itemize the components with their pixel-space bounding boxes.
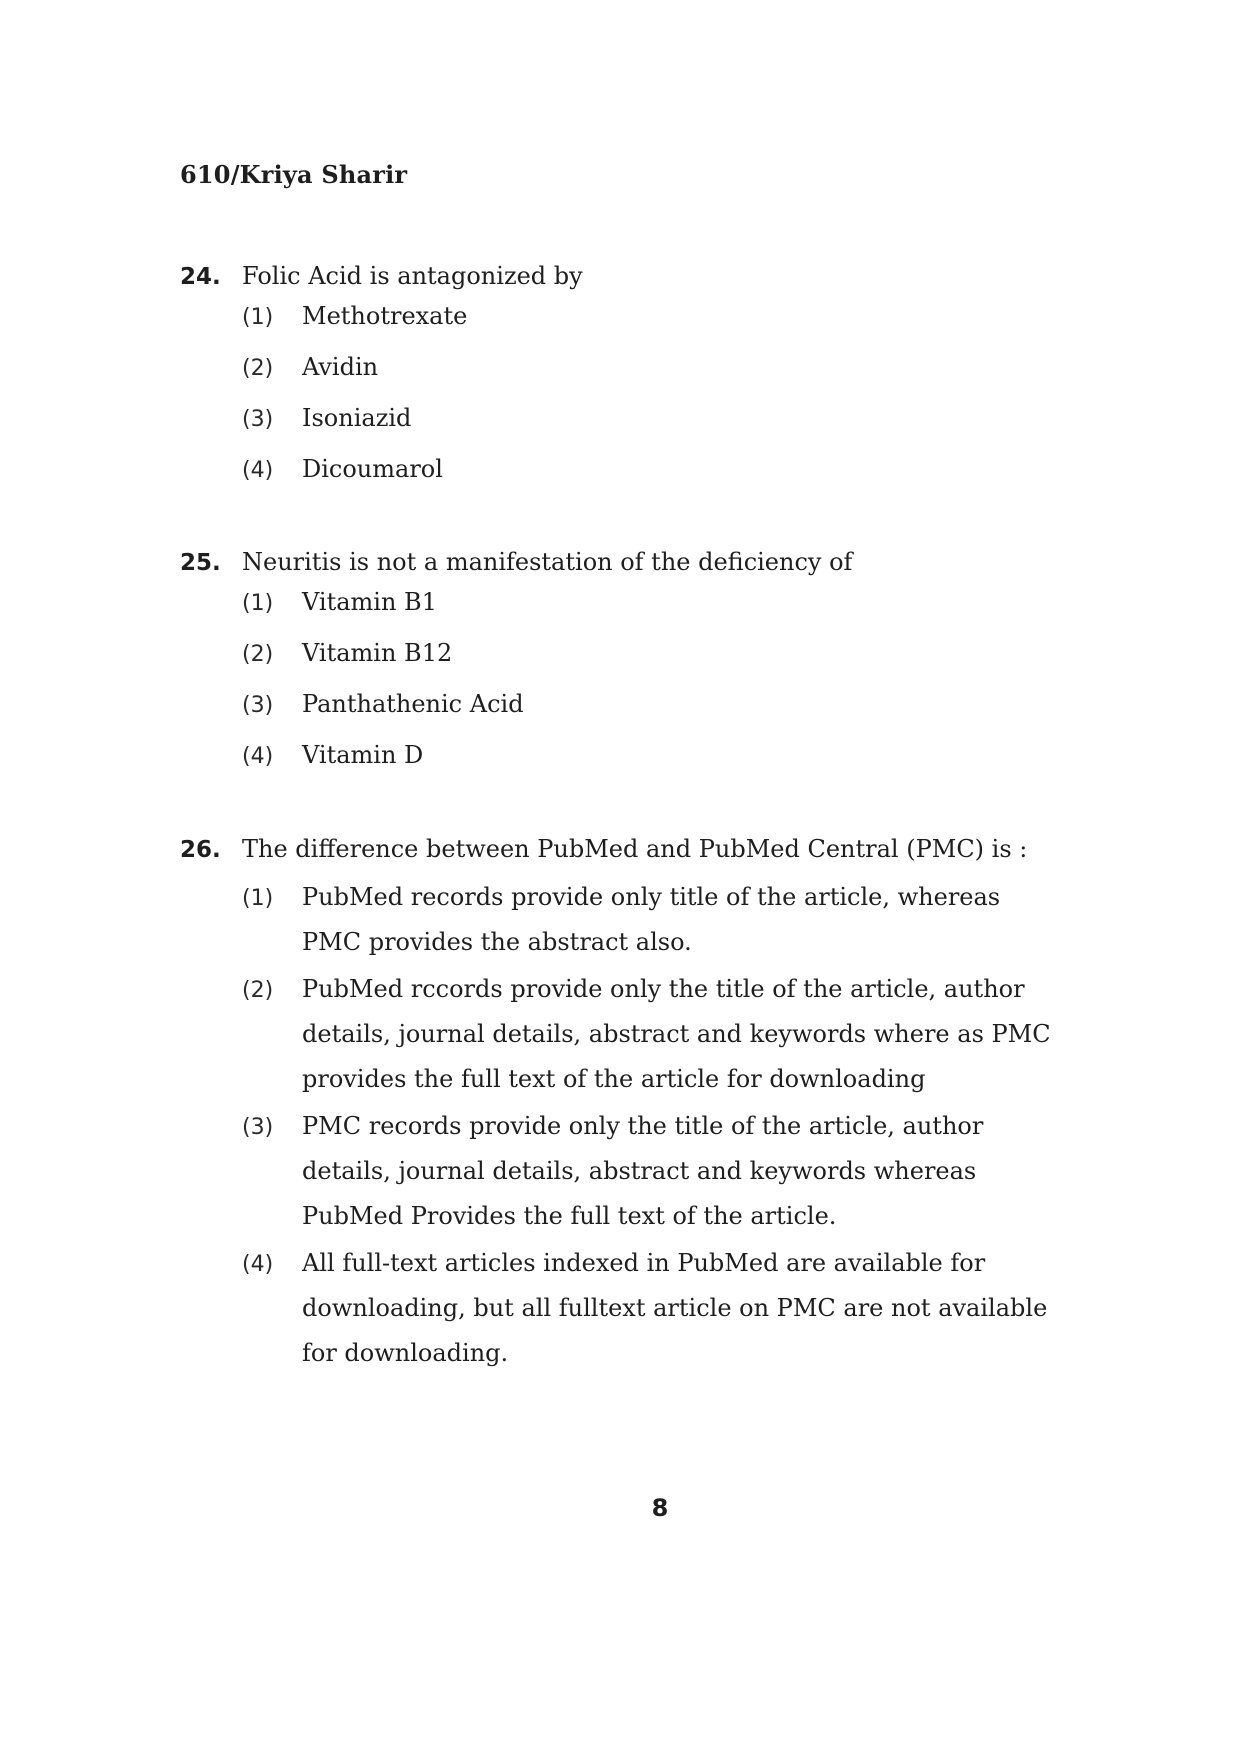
option-label: (4) — [242, 744, 274, 769]
option-label: (4) — [242, 1252, 274, 1277]
question-number: 25. — [180, 550, 221, 576]
option-4 — [242, 1241, 1052, 1376]
option-text: Dicoumarol — [302, 455, 443, 483]
option-label: (2) — [242, 356, 274, 381]
option-2 — [242, 639, 1120, 690]
option-text: Panthathenic Acid — [302, 690, 524, 718]
option-1 — [242, 875, 1052, 965]
options-list — [242, 588, 1120, 792]
option-3 — [242, 690, 1120, 741]
question-number: 26. — [180, 837, 221, 863]
option-label: (4) — [242, 458, 274, 483]
option-text: Isoniazid — [302, 404, 412, 432]
option-3 — [242, 404, 1120, 455]
option-text: Avidin — [302, 353, 379, 381]
option-1 — [242, 302, 1120, 353]
option-text: All full-text articles indexed in PubMed are available for downloading, but all fulltext article on PMC are not available for downloading. — [302, 1249, 1048, 1367]
option-label: (3) — [242, 693, 274, 718]
option-4 — [242, 455, 1120, 506]
question-text: The difference between PubMed and PubMed Central (PMC) is : — [242, 835, 1028, 863]
question-25 — [180, 548, 1120, 792]
option-label: (2) — [242, 978, 274, 1003]
option-text: Vitamin B1 — [302, 588, 437, 616]
question-text: Neuritis is not a manifestation of the deficiency of — [242, 548, 853, 576]
question-stem — [180, 835, 1120, 863]
question-number: 24. — [180, 264, 221, 290]
question-26 — [180, 835, 1120, 1378]
question-24 — [180, 262, 1120, 506]
question-text: Folic Acid is antagonized by — [242, 262, 583, 290]
question-stem — [180, 262, 1120, 290]
option-text: Vitamin D — [302, 741, 424, 769]
option-text: Vitamin B12 — [302, 639, 453, 667]
option-label: (2) — [242, 642, 274, 667]
option-label: (3) — [242, 1115, 274, 1140]
options-list — [242, 302, 1120, 506]
option-label: (3) — [242, 407, 274, 432]
option-text: PubMed records provide only title of the article, whereas PMC provides the abstract also. — [302, 883, 1001, 956]
option-4 — [242, 741, 1120, 792]
option-1 — [242, 588, 1120, 639]
option-text: PMC records provide only the title of the article, author details, journal details, abstract and keywords whereas PubMed Provides the full text of the article. — [302, 1112, 984, 1230]
option-label: (1) — [242, 305, 274, 330]
question-stem — [180, 548, 1120, 576]
option-2 — [242, 967, 1052, 1102]
option-text: Methotrexate — [302, 302, 468, 330]
option-2 — [242, 353, 1120, 404]
option-label: (1) — [242, 591, 274, 616]
page-number: 8 — [651, 1494, 669, 1522]
options-list — [242, 875, 1052, 1376]
option-3 — [242, 1104, 1052, 1239]
option-label: (1) — [242, 886, 274, 911]
page-header-title: 610/Kriya Sharir — [180, 160, 408, 189]
option-text: PubMed rccords provide only the title of the article, author details, journal details, abstract and keywords where as PMC provides the full text of the article for downloading — [302, 975, 1051, 1093]
